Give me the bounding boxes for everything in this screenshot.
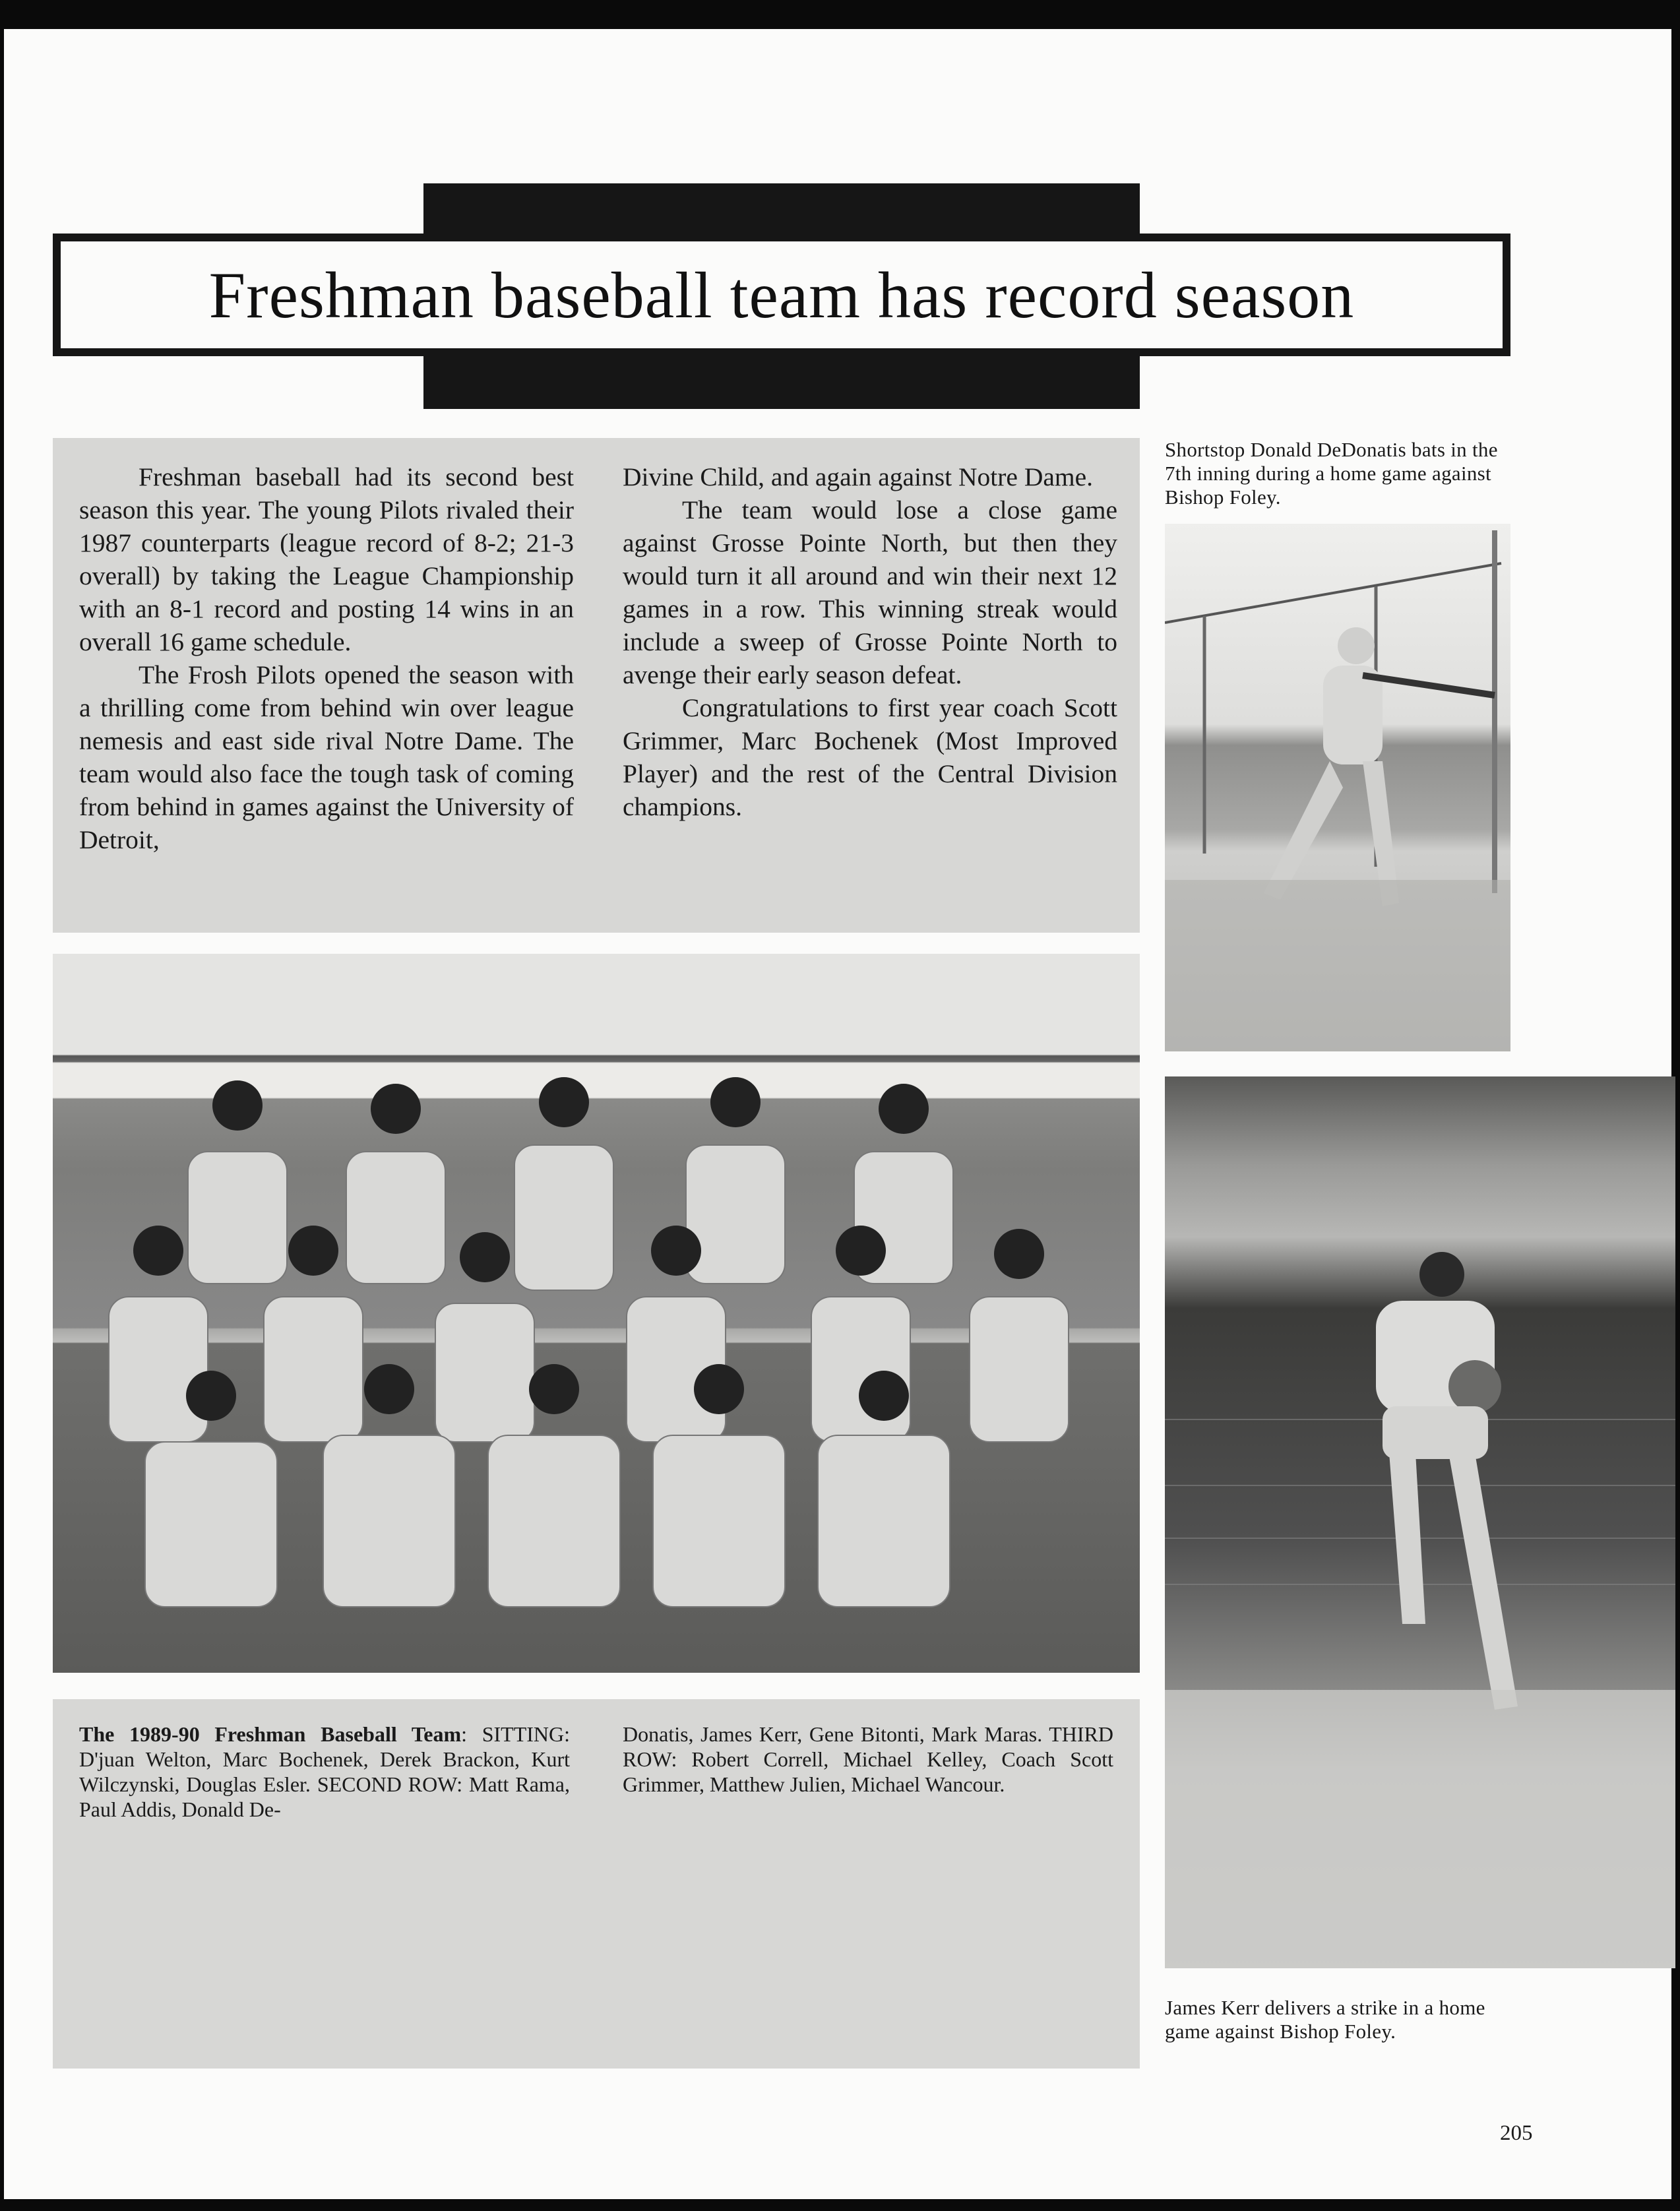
story-paragraph: Congratulations to first year coach Scott Grimmer, Marc Bochenek (Most Improved Player) and the rest of the Central Division champions. [623,693,1117,821]
team-photo-caption [53,1699,1140,2069]
story-column-right [623,460,1117,823]
batter-photo [1165,524,1510,1051]
team-caption-right: Donatis, James Kerr, Gene Bitonti, Mark Maras. THIRD ROW: Robert Correll, Michael Kelley, Coach Scott Grimmer, Matthew Julien, Michael Wancour. [623,1722,1113,1796]
story-paragraph: Divine Child, and again against Notre Dame. [623,462,1094,491]
pitcher-photo [1165,1076,1675,1968]
pitcher-photo-illustration [1165,1076,1675,1968]
yearbook-page [4,29,1671,2199]
team-photo [53,954,1140,1673]
team-caption-lead: The 1989-90 Freshman Baseball Team [79,1722,462,1746]
story-paragraph: Freshman baseball had its second best season this year. The young Pilots rivaled their 1987 counterparts (league record of 8-2; 21-3 overall) by taking the League Championship with an 8-1 record and posting 14 wins in an overall 16 game schedule. [79,462,574,656]
story-paragraph: The Frosh Pilots opened the season with a thrilling come from behind win over league nemesis and east side rival Notre Dame. The team would also face the tough task of coming from behind in games against the University of Detroit, [79,660,574,854]
story-column-left [79,460,574,856]
page-title: Freshman baseball team has record season [208,258,1355,332]
batter-photo-caption: Shortstop Donald DeDonatis bats in the 7th inning during a home game against Bishop Foley. [1165,438,1498,509]
team-photo-illustration [53,954,1140,1673]
page-number: 205 [1500,2121,1533,2145]
pitcher-photo-caption: James Kerr delivers a strike in a home game against Bishop Foley. [1165,1996,1485,2043]
title-box [53,234,1510,356]
story-block [53,438,1140,933]
story-paragraph: The team would lose a close game against Grosse Pointe North, but then they would turn it all around and win their next 12 games in a row. This winning streak would include a sweep of Grosse Pointe North to avenge their early season defeat. [623,495,1117,689]
batter-photo-illustration [1165,524,1510,1051]
team-caption-left [79,1722,570,1822]
team-caption-left-text: : SITTING: D'juan Welton, Marc Bochenek, Derek Brackon, Kurt Wilczynski, Douglas Esler. SECOND ROW: Matt Rama, Paul Addis, Donald De- [79,1722,571,1821]
